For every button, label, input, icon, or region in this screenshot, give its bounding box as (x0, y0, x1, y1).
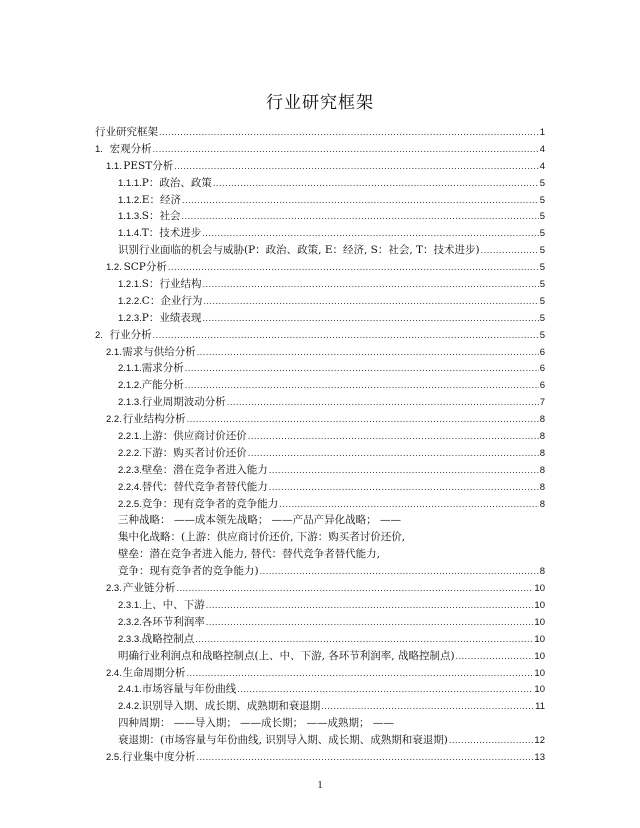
toc-entry[interactable] (95, 732, 545, 749)
toc-entry[interactable] (95, 192, 545, 209)
toc-entry[interactable] (95, 225, 545, 242)
toc-entry[interactable] (95, 496, 545, 513)
toc-entry-text: 竞争：现有竞争者的竞争能力 (141, 497, 279, 510)
toc-entry-page: 5 (539, 211, 545, 223)
toc-entry[interactable] (95, 327, 545, 344)
toc-dot-leader (227, 395, 539, 412)
toc-dot-leader (197, 345, 539, 362)
toc-entry-text: 行业集中度分析 (121, 750, 196, 763)
toc-entry-text: P：政治、政策 (141, 176, 212, 189)
toc-entry-number: 1.2.2. (118, 295, 142, 307)
toc-entry-text: E：经济 (141, 193, 181, 206)
toc-entry-page: 10 (534, 633, 545, 645)
toc-entry-text: 上游：供应商讨价还价 (141, 430, 247, 443)
toc-entry-page: 10 (534, 616, 545, 628)
toc-dot-leader (202, 226, 538, 243)
toc-dot-leader (481, 243, 539, 260)
toc-dot-leader (449, 733, 534, 750)
toc-entry-page: 8 (539, 431, 545, 443)
toc-entry-page: 4 (539, 160, 545, 172)
toc-entry-page: 10 (534, 684, 545, 696)
toc-dot-leader (269, 480, 539, 497)
toc-entry-number: 2.2.5. (118, 498, 142, 510)
toc-dot-leader (168, 260, 539, 277)
toc-entry-text: 四种周期： ——导入期； ——成长期； ——成熟期； —— (118, 717, 394, 730)
toc-entry-text: SCP分析 (123, 261, 167, 274)
toc-entry-page: 8 (539, 498, 545, 510)
toc-entry[interactable] (95, 445, 545, 462)
toc-entry-text: 识别导入期、成长期、成熟期和衰退期 (141, 700, 321, 713)
toc-entry-text: 行业研究框架 (95, 126, 158, 138)
toc-entry-text: 行业周期波动分析 (141, 396, 226, 409)
toc-entry-text: 需求分析 (141, 362, 184, 375)
toc-entry-text: 市场容量与年份曲线 (141, 683, 237, 696)
toc-entry-number: 2.4.2. (118, 701, 142, 713)
toc-entry-page: 8 (539, 464, 545, 476)
toc-entry-page: 10 (534, 599, 545, 611)
toc-entry-number: 1.1.2. (118, 194, 142, 206)
toc-dot-leader (213, 176, 539, 193)
toc-entry[interactable] (95, 293, 545, 310)
toc-entry-text: 宏观分析 (109, 142, 152, 155)
toc-entry[interactable] (95, 310, 545, 327)
toc-entry-page: 7 (539, 397, 545, 409)
toc-entry-number: 2.4. (106, 667, 122, 679)
toc-entry-text: 各环节利润率 (141, 615, 205, 628)
toc-entry-page: 10 (534, 650, 545, 662)
toc-entry-page: 4 (539, 143, 545, 155)
toc-entry-page: 5 (539, 177, 545, 189)
toc-entry-number: 2.1.3. (118, 397, 142, 409)
toc-dot-leader (456, 649, 534, 666)
toc-entry[interactable] (95, 665, 545, 682)
toc-entry-number: 2.4.1. (118, 684, 142, 696)
toc-entry-text: S：社会 (141, 210, 181, 223)
page-number: 1 (317, 779, 323, 791)
toc-entry-page: 5 (539, 228, 545, 240)
toc-entry-text: 三种战略： ——成本领先战略； ——产品产异化战略； —— (118, 514, 402, 527)
toc-dot-leader (174, 159, 538, 176)
toc-entry-page: 10 (534, 667, 545, 679)
toc-entry (95, 546, 545, 563)
toc-entry[interactable] (95, 360, 545, 377)
toc-entry-number: 1.2. (106, 262, 122, 274)
toc-dot-leader (181, 209, 538, 226)
toc-entry[interactable] (95, 208, 545, 225)
table-of-contents (95, 124, 545, 766)
toc-entry-text: 上、中、下游 (141, 598, 205, 611)
toc-entry-text: 壁垒：潜在竞争者进入能力 (141, 463, 268, 476)
toc-entry-page: 6 (539, 363, 545, 375)
toc-entry-number: 2.2.1. (118, 431, 142, 443)
toc-entry[interactable] (95, 479, 545, 496)
toc-entry-page: 8 (539, 447, 545, 459)
toc-entry-number: 1.1.3. (118, 211, 142, 223)
toc-entry-page: 5 (539, 245, 545, 257)
toc-entry[interactable] (95, 124, 545, 141)
toc-entry[interactable] (95, 614, 545, 631)
toc-entry (95, 512, 545, 529)
toc-entry-text: 生命周期分析 (122, 666, 186, 679)
toc-entry-text: 战略控制点 (141, 632, 195, 645)
toc-entry-page: 5 (539, 279, 545, 291)
toc-entry-text: S：行业结构 (141, 278, 202, 291)
toc-entry[interactable] (95, 749, 545, 766)
toc-entry-number: 2.2.2. (118, 447, 142, 459)
toc-entry[interactable] (95, 242, 545, 259)
toc-entry-text: P：业绩表现 (141, 311, 202, 324)
toc-dot-leader (185, 378, 539, 395)
toc-entry[interactable] (95, 681, 545, 698)
toc-entry[interactable] (95, 394, 545, 411)
toc-entry-text: 行业分析 (109, 328, 152, 341)
toc-entry-number: 2. (95, 329, 103, 341)
toc-entry (95, 529, 545, 546)
toc-entry-page: 10 (534, 583, 545, 595)
toc-entry[interactable] (95, 597, 545, 614)
toc-entry-text: 产业链分析 (122, 582, 176, 595)
toc-entry-number: 1.1. (106, 160, 122, 172)
toc-entry-text: 识别行业面临的机会与威胁(P：政治、政策, E：经济, S：社会, T：技术进步) (118, 244, 480, 257)
toc-entry-page: 6 (539, 380, 545, 392)
toc-entry-page: 8 (539, 566, 545, 578)
toc-entry[interactable] (95, 175, 545, 192)
toc-entry-text: T：技术进步 (141, 227, 202, 240)
toc-entry[interactable] (95, 158, 545, 175)
toc-dot-leader (203, 294, 538, 311)
toc-entry-text: 竞争：现有竞争者的竞争能力) (118, 565, 259, 578)
toc-dot-leader (279, 497, 538, 514)
toc-dot-leader (176, 581, 533, 598)
toc-entry-number: 2.3.3. (118, 633, 142, 645)
toc-dot-leader (196, 750, 533, 767)
toc-entry[interactable] (95, 377, 545, 394)
toc-entry-number: 1.1.1. (118, 177, 142, 189)
toc-entry-number: 2.2. (106, 414, 122, 426)
toc-dot-leader (237, 682, 533, 699)
toc-dot-leader (187, 412, 539, 429)
toc-entry-text: 衰退期：(市场容量与年份曲线, 识别导入期、成长期、成熟期和衰退期) (118, 734, 448, 747)
toc-entry-number: 2.1.1. (118, 363, 142, 375)
toc-entry[interactable] (95, 344, 545, 361)
toc-entry-number: 1.2.3. (118, 312, 142, 324)
toc-entry[interactable] (95, 428, 545, 445)
toc-dot-leader (182, 193, 539, 210)
toc-entry-number: 1.1.4. (118, 228, 142, 240)
toc-entry-page: 1 (539, 127, 545, 138)
document-title: 行业研究框架 (266, 93, 374, 113)
toc-entry-page: 8 (539, 481, 545, 493)
toc-entry-text: 明确行业利润点和战略控制点(上、中、下游, 各环节利润率, 战略控制点) (118, 649, 455, 662)
toc-entry-page: 5 (539, 295, 545, 307)
toc-entry-page: 8 (539, 414, 545, 426)
toc-entry[interactable] (95, 411, 545, 428)
toc-entry-page: 6 (539, 346, 545, 358)
toc-entry-page: 5 (539, 329, 545, 341)
toc-dot-leader (206, 598, 534, 615)
toc-entry-page: 13 (534, 751, 545, 763)
toc-entry-text: 产能分析 (141, 379, 184, 392)
toc-entry-page: 5 (539, 194, 545, 206)
toc-entry-number: 2.3. (106, 583, 122, 595)
toc-dot-leader (248, 429, 539, 446)
toc-dot-leader (153, 142, 539, 159)
toc-entry-text: 替代：替代竞争者替代能力 (141, 480, 268, 493)
toc-entry-page: 5 (539, 312, 545, 324)
toc-entry-text: 行业结构分析 (122, 413, 186, 426)
toc-entry-number: 1.2.1. (118, 279, 142, 291)
toc-entry-text: 下游：购买者讨价还价 (141, 446, 247, 459)
toc-entry-text: PEST分析 (123, 159, 174, 172)
toc-entry-page: 12 (534, 735, 545, 747)
toc-entry-page: 5 (539, 262, 545, 274)
toc-dot-leader (248, 446, 539, 463)
toc-dot-leader (206, 615, 534, 632)
toc-entry[interactable] (95, 580, 545, 597)
toc-entry-number: 2.2.3. (118, 464, 142, 476)
toc-entry[interactable] (95, 631, 545, 648)
toc-entry-number: 2.3.1. (118, 599, 142, 611)
toc-entry[interactable] (95, 276, 545, 293)
toc-entry-number: 2.1.2. (118, 380, 142, 392)
toc-dot-leader (202, 277, 538, 294)
toc-entry-page: 11 (535, 701, 545, 713)
toc-dot-leader (153, 328, 539, 345)
toc-dot-leader (185, 361, 539, 378)
toc-entry-text: 壁垒：潜在竞争者进入能力, 替代：替代竞争者替代能力, (118, 548, 381, 561)
toc-entry-number: 2.3.2. (118, 616, 142, 628)
toc-entry (95, 715, 545, 732)
toc-entry-text: C：企业行为 (141, 294, 203, 307)
toc-entry[interactable] (95, 259, 545, 276)
toc-dot-leader (159, 125, 539, 142)
toc-dot-leader (269, 463, 539, 480)
toc-entry-number: 2.1. (106, 346, 122, 358)
toc-entry-text: 需求与供给分析 (122, 345, 196, 358)
toc-entry-number: 1. (95, 143, 103, 155)
toc-dot-leader (260, 564, 539, 581)
toc-dot-leader (202, 311, 538, 328)
toc-entry[interactable] (95, 698, 545, 715)
toc-entry[interactable] (95, 563, 545, 580)
toc-entry[interactable] (95, 648, 545, 665)
toc-dot-leader (321, 699, 534, 716)
toc-entry-text: 集中化战略：(上游：供应商讨价还价, 下游：购买者讨价还价, (118, 531, 406, 544)
toc-entry-number: 2.5. (106, 751, 122, 763)
toc-dot-leader (195, 632, 533, 649)
toc-entry[interactable] (95, 141, 545, 158)
toc-entry[interactable] (95, 462, 545, 479)
toc-entry-number: 2.2.4. (118, 481, 142, 493)
toc-dot-leader (186, 666, 533, 683)
